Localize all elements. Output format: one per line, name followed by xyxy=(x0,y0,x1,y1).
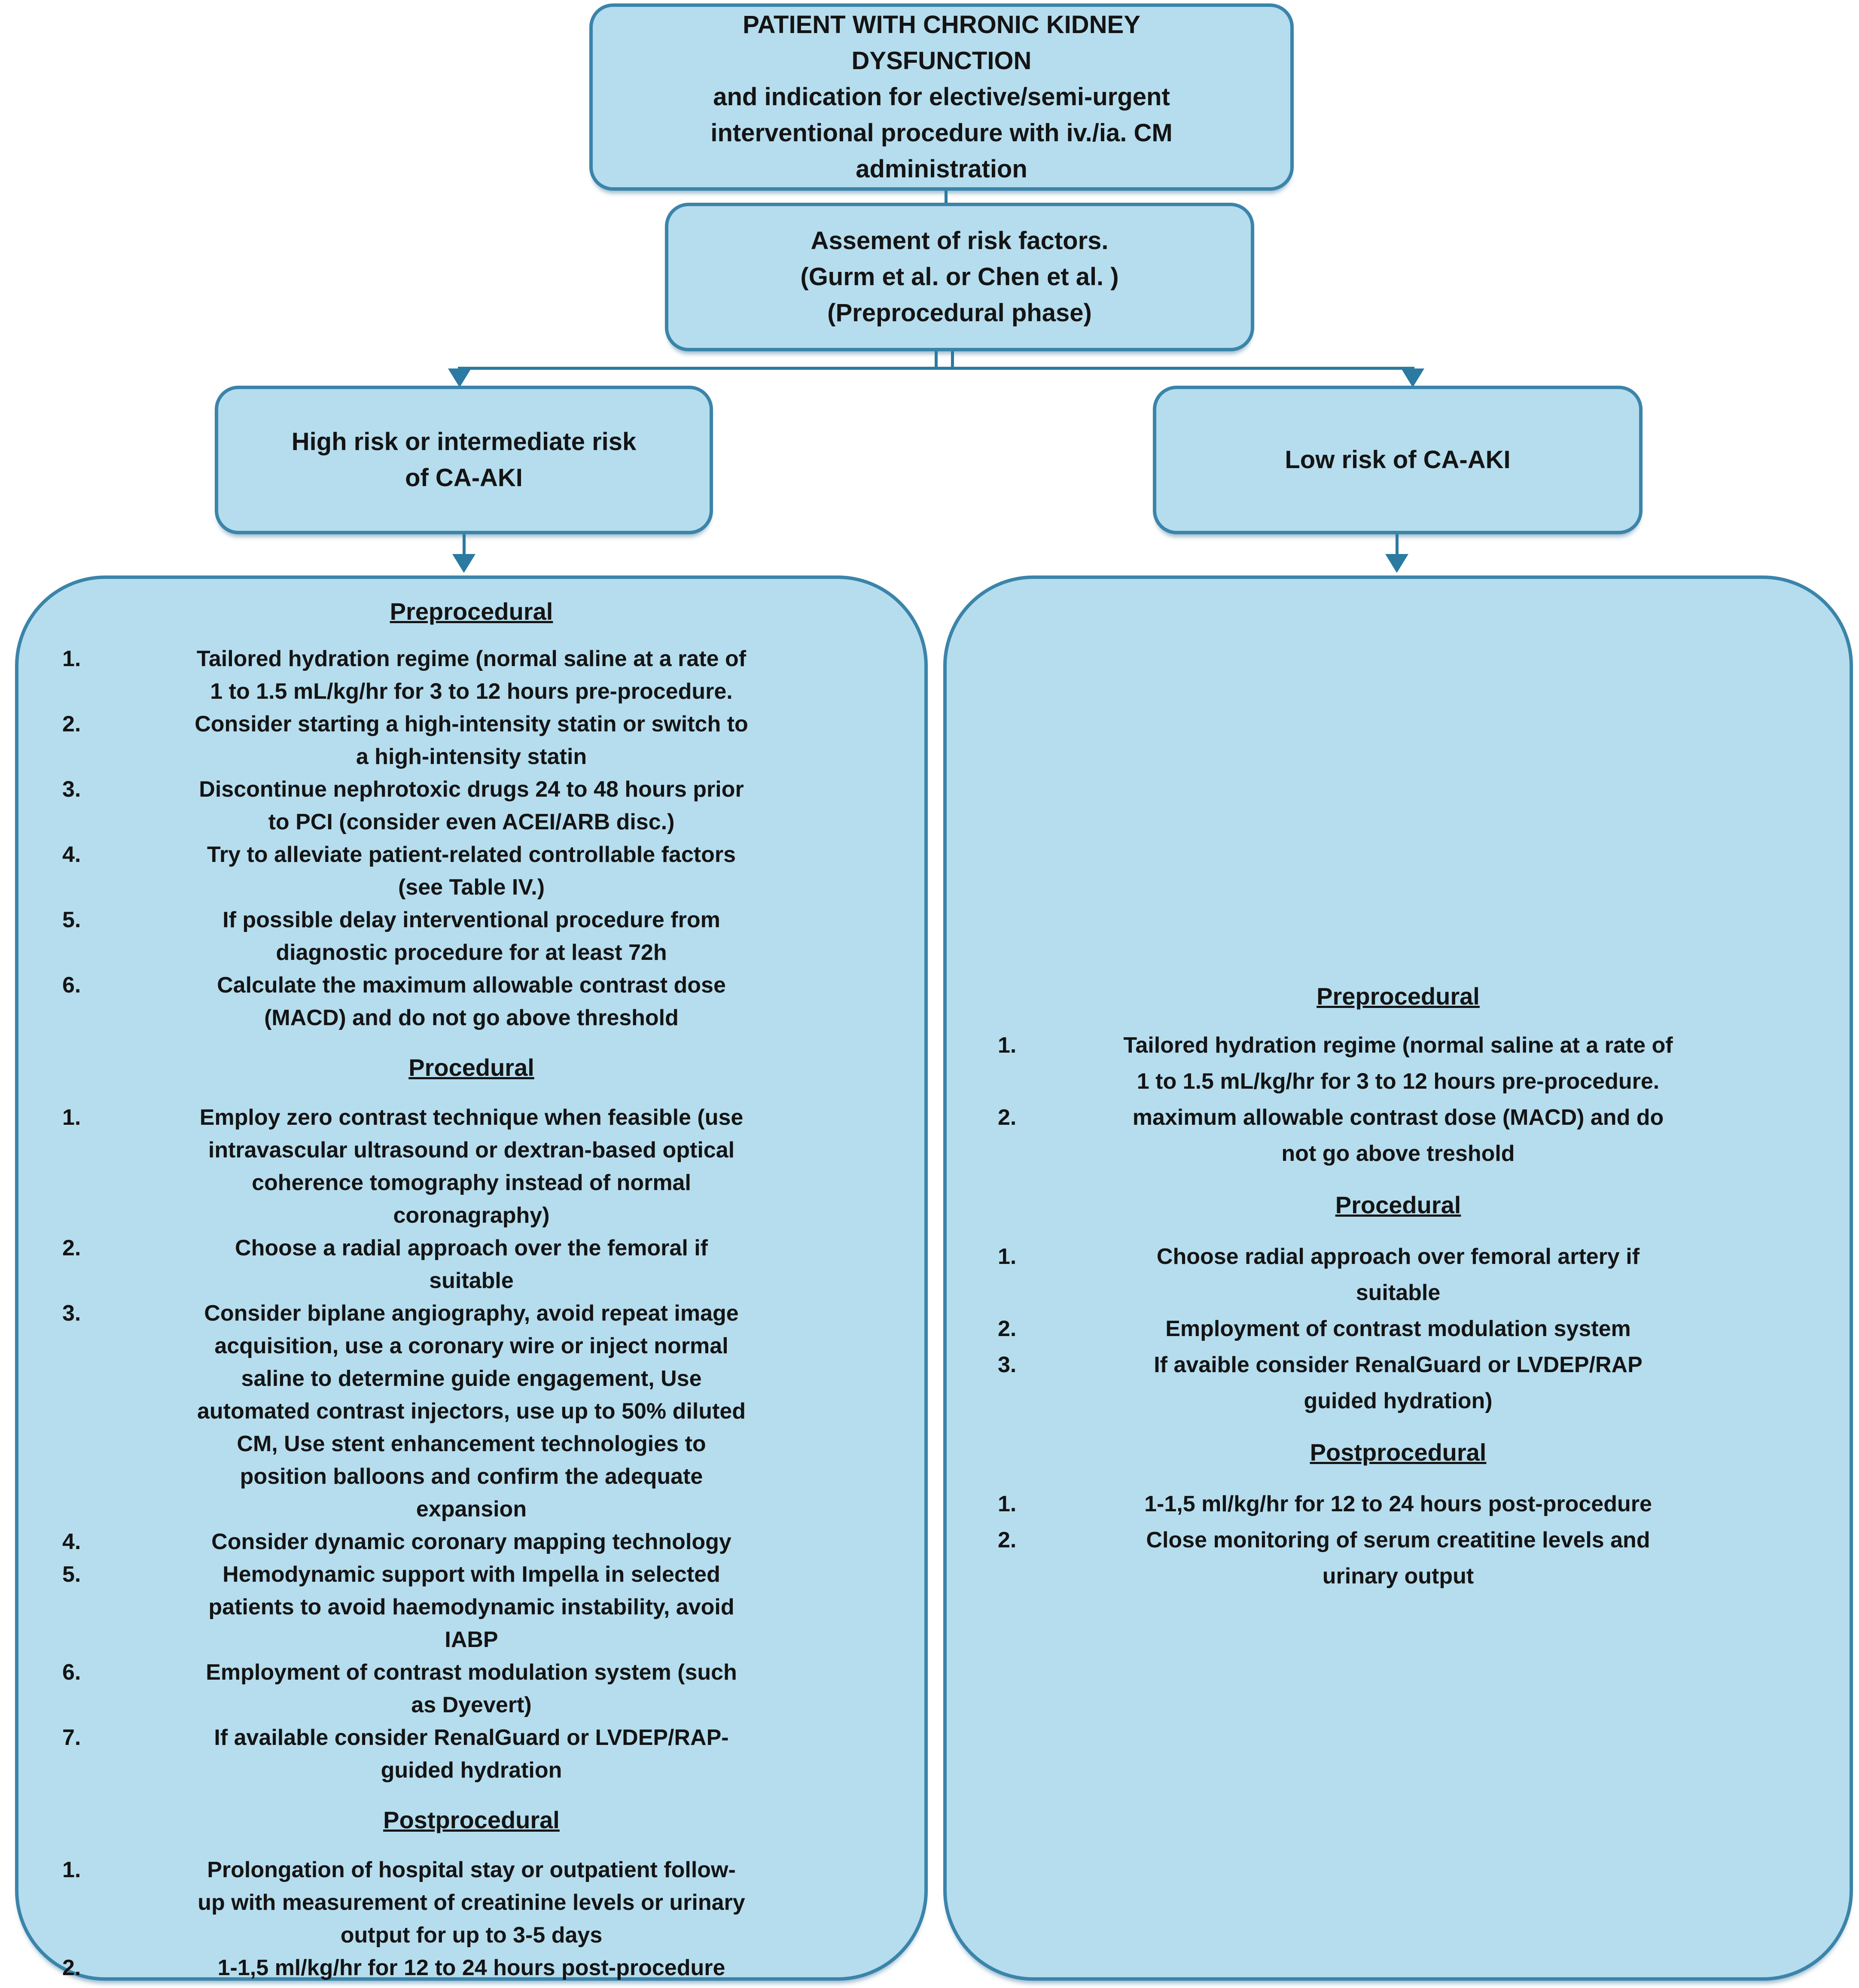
arrowhead-icon xyxy=(1401,368,1424,387)
arrowhead-icon xyxy=(452,554,475,573)
list-item-number: 2. xyxy=(998,1316,1017,1341)
list-item-text xyxy=(957,1311,1839,1347)
list-item-text xyxy=(29,1558,914,1656)
section-title: Procedural xyxy=(1335,1191,1461,1218)
node-text-line: administration xyxy=(856,155,1027,183)
list-item-line: If avaible consider RenalGuard or LVDEP/RAP xyxy=(1154,1352,1643,1377)
list-item-line: expansion xyxy=(416,1497,527,1522)
list-item-text xyxy=(29,1101,914,1232)
list-item xyxy=(29,1525,914,1558)
list-item-line: CM, Use stent enhancement technologies to xyxy=(237,1431,706,1456)
list-item-text xyxy=(29,642,914,708)
list-item-number: 1. xyxy=(998,1244,1017,1269)
list-item-line: 1 to 1.5 mL/kg/hr for 3 to 12 hours pre-procedure. xyxy=(210,679,733,704)
connector-line xyxy=(935,351,938,368)
list-item-line: If available consider RenalGuard or LVDEP/RAP- xyxy=(214,1725,729,1750)
list-item-line: saline to determine guide engagement, Use xyxy=(241,1366,702,1391)
node-text-line: DYSFUNCTION xyxy=(851,47,1032,75)
list-item-number: 6. xyxy=(62,973,81,998)
list-item xyxy=(29,1232,914,1297)
list-item xyxy=(957,1239,1839,1311)
list-item-line: as Dyevert) xyxy=(411,1693,532,1717)
list-item-line: not go above treshold xyxy=(1281,1141,1515,1166)
list-item-number: 5. xyxy=(62,1562,81,1587)
list-item-text xyxy=(957,1239,1839,1311)
list-item xyxy=(957,1027,1839,1099)
list-item-line: automated contrast injectors, use up to 50% diluted xyxy=(197,1399,746,1424)
list-item-line: Discontinue nephrotoxic drugs 24 to 48 hours prior xyxy=(199,777,744,802)
node-text-line: and indication for elective/semi-urgent xyxy=(713,83,1170,111)
list-item xyxy=(29,1101,914,1232)
list-item xyxy=(29,642,914,708)
connector-line xyxy=(1396,534,1399,555)
list-item-number: 1. xyxy=(998,1033,1017,1058)
list-item-line: urinary output xyxy=(1322,1564,1474,1589)
list-item-line: Consider biplane angiography, avoid repeat image xyxy=(204,1301,739,1326)
node-text-line: of CA-AKI xyxy=(405,464,523,492)
list-item-text xyxy=(29,969,914,1034)
list-item-line: Choose a radial approach over the femoral if xyxy=(235,1236,708,1260)
list-item-text xyxy=(29,773,914,838)
list-item xyxy=(29,708,914,773)
list-item-number: 4. xyxy=(62,842,81,867)
list-item-line: position balloons and confirm the adequate xyxy=(240,1464,703,1489)
list-item xyxy=(957,1347,1839,1419)
list-item-number: 1. xyxy=(62,1105,81,1130)
list-item-line: to PCI (consider even ACEI/ARB disc.) xyxy=(268,810,675,834)
list-item xyxy=(29,773,914,838)
list-item-number: 1. xyxy=(998,1492,1017,1516)
list-item-number: 2. xyxy=(62,1955,81,1980)
list-item-text xyxy=(29,1721,914,1787)
list-item-number: 5. xyxy=(62,907,81,932)
list-item-number: 3. xyxy=(998,1352,1017,1377)
list-item-line: Tailored hydration regime (normal saline at a rate of xyxy=(196,646,747,671)
connector-line xyxy=(951,351,954,368)
list-item-number: 1. xyxy=(62,1857,81,1882)
list-item-line: Tailored hydration regime (normal saline at a rate of xyxy=(1123,1033,1673,1058)
list-item-line: guided hydration) xyxy=(1304,1388,1493,1413)
list-item-line: a high-intensity statin xyxy=(356,744,587,769)
connector-line xyxy=(458,367,1414,370)
list-item-number: 6. xyxy=(62,1660,81,1685)
list-item xyxy=(957,1099,1839,1172)
list-item xyxy=(29,1558,914,1656)
list-item-line: guided hydration xyxy=(381,1758,562,1783)
section-title: Postprocedural xyxy=(1310,1439,1487,1466)
node-low-risk xyxy=(1153,386,1643,534)
list-item-text xyxy=(957,1522,1839,1594)
list-item xyxy=(29,1656,914,1721)
list-item-text xyxy=(29,1656,914,1721)
list-item-text xyxy=(957,1486,1839,1522)
list-item-line: Employ zero contrast technique when feasible (use xyxy=(199,1105,744,1130)
list-item xyxy=(29,1297,914,1525)
arrowhead-icon xyxy=(1385,554,1408,573)
list-item xyxy=(957,1486,1839,1522)
list-item-line: suitable xyxy=(429,1268,514,1293)
list-item-text xyxy=(957,1099,1839,1172)
list-item xyxy=(29,1854,914,1951)
list-item-line: Try to alleviate patient-related controllable factors xyxy=(207,842,736,867)
node-text-line: High risk or intermediate risk xyxy=(291,428,637,456)
arrowhead-icon xyxy=(448,368,471,387)
list-item-line: diagnostic procedure for at least 72h xyxy=(276,940,667,965)
list-item xyxy=(29,904,914,969)
list-item-line: patients to avoid haemodynamic instability, avoid xyxy=(208,1595,734,1620)
list-item-number: 4. xyxy=(62,1529,81,1554)
list-item-line: acquisition, use a coronary wire or inject normal xyxy=(214,1333,728,1358)
list-item-number: 1. xyxy=(62,646,81,671)
list-item-line: coronagraphy) xyxy=(393,1203,550,1228)
node-high-intermediate-risk xyxy=(215,386,713,534)
list-item-number: 2. xyxy=(62,712,81,737)
list-item xyxy=(29,838,914,904)
list-item-line: coherence tomography instead of normal xyxy=(252,1170,691,1195)
list-item-line: (see Table IV.) xyxy=(398,875,545,900)
list-item-text xyxy=(29,1951,914,1984)
connector-line xyxy=(945,191,948,203)
list-item-line: Consider starting a high-intensity statin or switch to xyxy=(195,712,748,737)
list-item-line: 1-1,5 ml/kg/hr for 12 to 24 hours post-procedure xyxy=(1144,1492,1652,1516)
list-item-text xyxy=(29,904,914,969)
list-item xyxy=(29,969,914,1034)
node-text-line: interventional procedure with iv./ia. CM xyxy=(710,119,1173,147)
list-item-number: 2. xyxy=(998,1528,1017,1553)
list-item-text xyxy=(29,1525,914,1558)
list-item-line: If possible delay interventional procedure from xyxy=(222,907,720,932)
list-item-line: Hemodynamic support with Impella in selected xyxy=(222,1562,720,1587)
list-item-line: up with measurement of creatinine levels or urinary xyxy=(198,1890,745,1915)
connector-line xyxy=(463,534,466,555)
list-item-line: IABP xyxy=(445,1627,498,1652)
list-item-line: Choose radial approach over femoral artery if xyxy=(1156,1244,1640,1269)
node-text-line: (Gurm et al. or Chen et al. ) xyxy=(800,263,1119,291)
list-item-line: Consider dynamic coronary mapping technology xyxy=(211,1529,731,1554)
list-item xyxy=(29,1721,914,1787)
list-item-text xyxy=(29,1232,914,1297)
node-text-line: Low risk of CA-AKI xyxy=(1285,446,1511,474)
list-item-line: 1 to 1.5 mL/kg/hr for 3 to 12 hours pre-procedure. xyxy=(1137,1069,1660,1094)
list-item-line: 1-1,5 ml/kg/hr for 12 to 24 hours post-procedure xyxy=(217,1955,725,1980)
list-item-text xyxy=(29,838,914,904)
list-item-number: 2. xyxy=(998,1105,1017,1130)
list-item-number: 2. xyxy=(62,1236,81,1260)
list-item-number: 3. xyxy=(62,1301,81,1326)
node-risk-assessment xyxy=(665,203,1254,351)
section-title: Postprocedural xyxy=(383,1806,560,1833)
section-title: Preprocedural xyxy=(390,598,553,625)
list-item-line: Calculate the maximum allowable contrast dose xyxy=(217,973,726,998)
list-item xyxy=(957,1522,1839,1594)
list-item-number: 3. xyxy=(62,777,81,802)
section-title: Procedural xyxy=(408,1054,534,1081)
panel-high-risk-protocol xyxy=(15,575,928,1981)
list-item-line: maximum allowable contrast dose (MACD) and do xyxy=(1132,1105,1664,1130)
list-item-line: Close monitoring of serum creatitine levels and xyxy=(1146,1528,1650,1553)
list-item-line: suitable xyxy=(1356,1280,1441,1305)
list-item-line: Employment of contrast modulation system xyxy=(1165,1316,1631,1341)
list-item-number: 7. xyxy=(62,1725,81,1750)
panel-low-risk-protocol xyxy=(943,575,1853,1981)
list-item xyxy=(957,1311,1839,1347)
section-title: Preprocedural xyxy=(1317,983,1480,1010)
list-item-line: output for up to 3-5 days xyxy=(340,1923,603,1948)
list-item-line: intravascular ultrasound or dextran-based optical xyxy=(208,1138,735,1163)
list-item-text xyxy=(957,1347,1839,1419)
list-item-text xyxy=(29,708,914,773)
list-item-line: Employment of contrast modulation system (such xyxy=(206,1660,737,1685)
node-text-line: Assement of risk factors. xyxy=(811,227,1109,255)
list-item xyxy=(29,1951,914,1984)
node-text-line: (Preprocedural phase) xyxy=(827,299,1092,327)
list-item-text xyxy=(29,1297,914,1525)
list-item-text xyxy=(29,1854,914,1951)
node-patient-ckd xyxy=(589,3,1294,191)
list-item-line: (MACD) and do not go above threshold xyxy=(264,1005,679,1030)
list-item-line: Prolongation of hospital stay or outpatient follow- xyxy=(207,1857,736,1882)
list-item-text xyxy=(957,1027,1839,1099)
node-text-line: PATIENT WITH CHRONIC KIDNEY xyxy=(743,11,1140,39)
